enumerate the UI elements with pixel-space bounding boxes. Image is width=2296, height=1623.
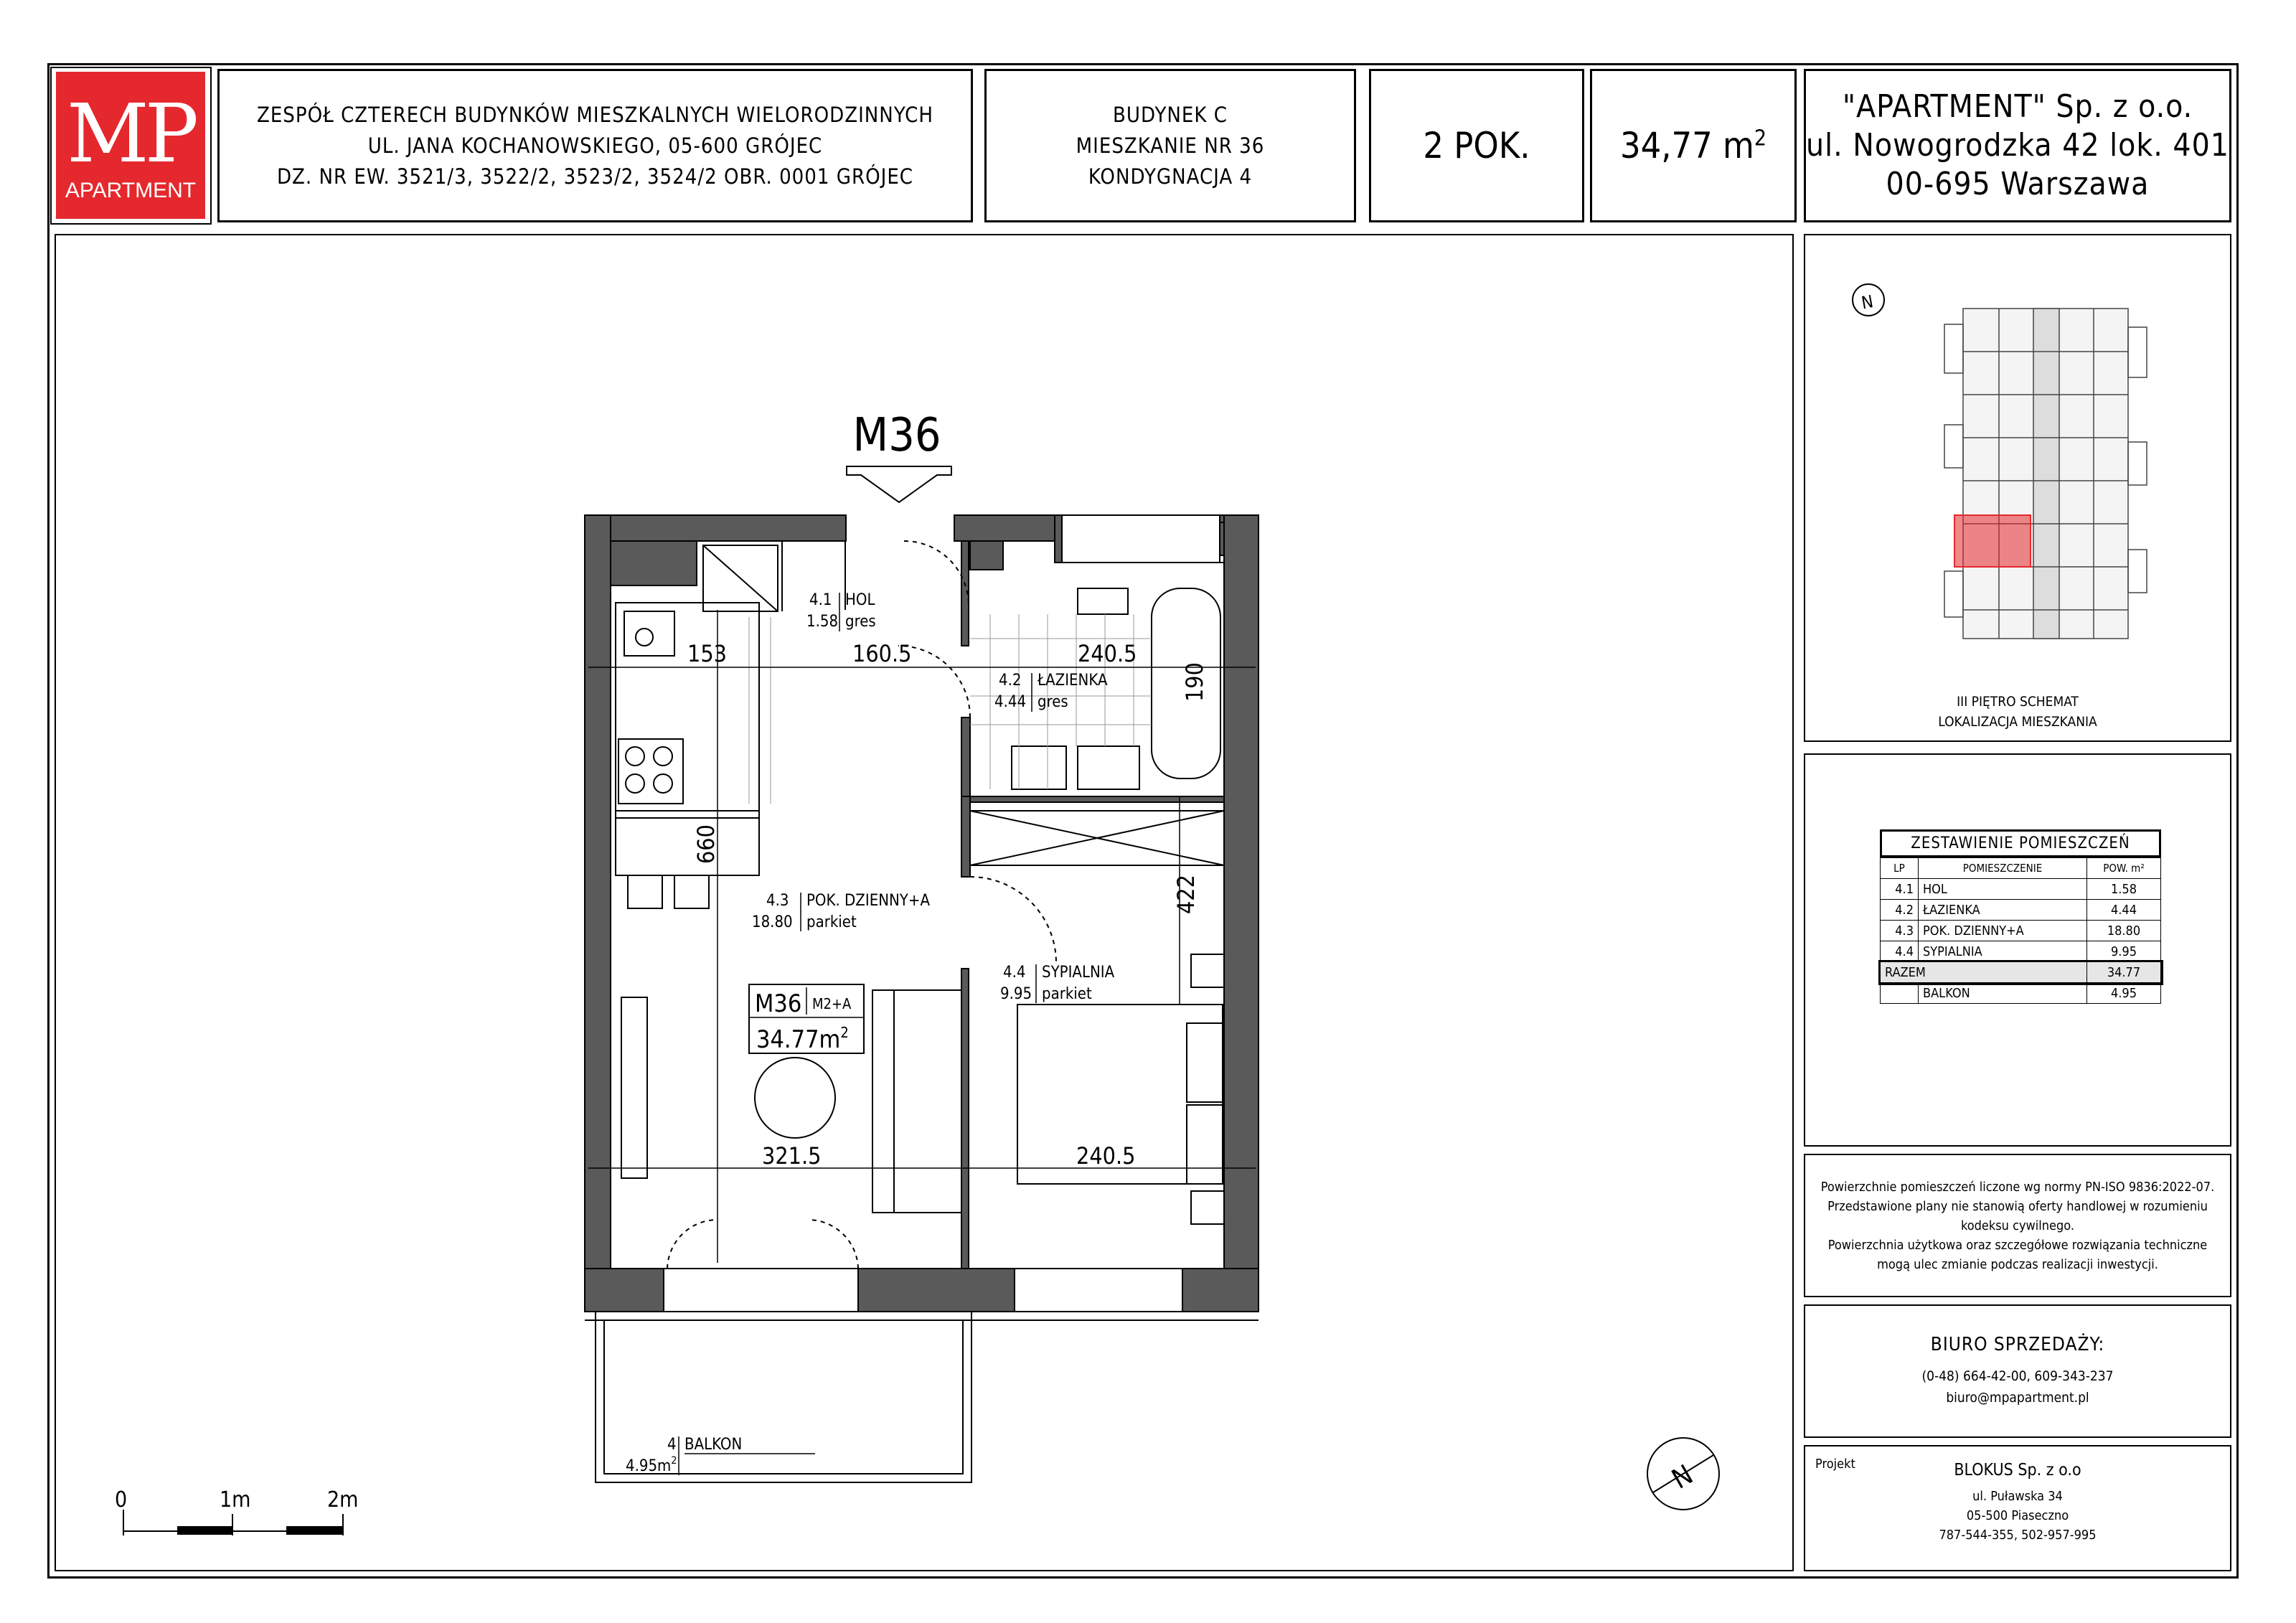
apartment-badge <box>749 984 864 1054</box>
schema-caption: III PIĘTRO SCHEMAT <box>1957 694 2079 710</box>
walls <box>585 515 1258 1312</box>
balcony-row: BALKON 4.95 <box>1881 983 2161 1004</box>
schema-caption: LOKALIZACJA MIESZKANIA <box>1938 714 2097 730</box>
north-icon <box>1853 284 1884 316</box>
room-number: 4.4 <box>1003 964 1026 982</box>
sales-email: biuro@mpapartment.pl <box>1946 1390 2089 1406</box>
entrance-arrow <box>847 466 951 502</box>
sales-title: BIURO SPRZEDAŻY: <box>1930 1334 2105 1355</box>
sales-phone: (0-48) 664-42-00, 609-343-237 <box>1921 1368 2114 1384</box>
room-floor: gres <box>845 613 876 631</box>
room-area: 9.95 <box>1000 985 1032 1003</box>
room-area: 4.44 <box>994 693 1027 711</box>
project-line: UL. JANA KOCHANOWSKIEGO, 05-600 GRÓJEC <box>367 133 823 158</box>
table-row: 4.2 ŁAZIENKA 4.44 <box>1881 900 2161 921</box>
note-line: Przedstawione plany nie stanowią oferty handlowej w rozumieniu <box>1827 1198 2208 1214</box>
room-count-value: 2 POK. <box>1423 125 1530 166</box>
table-row: 4.4 SYPIALNIA 9.95 <box>1881 941 2161 962</box>
dimension-label: 660 <box>692 824 720 864</box>
design-line: ul. Puławska 34 <box>1972 1489 2063 1504</box>
dimension-label: 321.5 <box>762 1142 822 1170</box>
scale-label: 2m <box>327 1487 359 1513</box>
apartment-highlight <box>1954 515 2031 567</box>
logo-letters: MP <box>66 87 195 181</box>
room-number: 4.1 <box>809 591 832 609</box>
building-line: BUDYNEK C <box>1112 102 1228 127</box>
building-line: KONDYGNACJA 4 <box>1088 164 1253 189</box>
dimension-label: 240.5 <box>1078 640 1137 667</box>
design-line: 05-500 Piaseczno <box>1966 1508 2069 1523</box>
balcony-area: $4.95m^2$ <box>626 1455 677 1475</box>
note-line: Powierzchnie pomieszczeń liczone wg normy PN-ISO 9836:2022-07. <box>1820 1179 2215 1195</box>
room-table <box>1880 829 2161 1004</box>
room-area: 1.58 <box>806 613 839 631</box>
room-table-grid: LP POMIESZCZENIE POW. m² 4.1 HOL 1.58 4.2 ŁAZIENKA 4.44 4.3 POK. DZIENNY+A 18.80 4.4 SYPIALNIA 9.95 RAZEM 34.77 BALKON 4.95 <box>1880 857 2161 1004</box>
badge-area: $34.77m^2$ <box>756 1024 849 1054</box>
scale-label: 0 <box>115 1487 128 1513</box>
room-floor: parkiet <box>1042 985 1092 1003</box>
north-arrow-icon <box>1647 1438 1719 1510</box>
design-line: 787-544-355, 502-957-995 <box>1939 1528 2097 1543</box>
scale-label: 1m <box>220 1487 251 1513</box>
total-area-value: 34,77 $m^2$ <box>1619 125 1766 166</box>
logo-text: APARTMENT <box>65 178 197 202</box>
balcony-name: BALKON <box>684 1436 743 1454</box>
project-line: DZ. NR EW. 3521/3, 3522/2, 3523/2, 3524/2 OBR. 0001 GRÓJEC <box>276 164 914 189</box>
dimension-label: 422 <box>1172 875 1200 914</box>
dimension-label: 153 <box>687 640 727 667</box>
dimension-label: 190 <box>1181 662 1208 702</box>
room-number: 4.3 <box>766 892 789 910</box>
badge-id: M36 <box>755 989 802 1018</box>
table-row: 4.3 POK. DZIENNY+A 18.80 <box>1881 921 2161 941</box>
disclaimer-panel <box>1804 1154 2231 1297</box>
table-row: 4.1 HOL 1.58 <box>1881 879 2161 900</box>
company-city: 00-695 Warszawa <box>1886 166 2150 202</box>
svg-text:N: N <box>1666 1458 1698 1495</box>
room-name: ŁAZIENKA <box>1038 672 1108 690</box>
scale-bar <box>123 1510 343 1535</box>
room-name: POK. DZIENNY+A <box>806 892 931 910</box>
room-number: 4.2 <box>999 672 1022 690</box>
room-name: SYPIALNIA <box>1042 964 1115 982</box>
balcony-number: 4 <box>667 1436 677 1454</box>
dimension-label: 240.5 <box>1076 1142 1136 1170</box>
svg-text:N: N <box>1860 291 1876 314</box>
room-name: HOL <box>845 591 875 609</box>
floor-schema <box>1804 234 2231 742</box>
note-line: kodeksu cywilnego. <box>1960 1218 2075 1233</box>
badge-type: M2+A <box>812 995 852 1012</box>
room-floor: gres <box>1038 693 1068 711</box>
dimension-label: 160.5 <box>852 640 912 667</box>
room-area: 18.80 <box>752 913 793 931</box>
building-line: MIESZKANIE NR 36 <box>1076 133 1265 158</box>
project-line: ZESPÓŁ CZTERECH BUDYNKÓW MIESZKALNYCH WIELORODZINNYCH <box>256 102 934 127</box>
company-street: ul. Nowogrodzka 42 lok. 401 <box>1806 127 2229 164</box>
room-table-title: ZESTAWIENIE POMIESZCZEŃ <box>1880 829 2161 857</box>
note-line: Powierzchnia użytkowa oraz szczegółowe rozwiązania techniczne <box>1827 1237 2208 1253</box>
sales-office-panel <box>1804 1304 2231 1438</box>
company-name: "APARTMENT" Sp. z o.o. <box>1842 88 2193 125</box>
note-line: mogą ulec zmianie podczas realizacji inwestycji. <box>1877 1256 2158 1272</box>
plan-title: M36 <box>852 409 941 462</box>
design-office-panel <box>1804 1445 2231 1571</box>
design-label: Projekt <box>1815 1457 1855 1472</box>
company-info <box>1804 69 2231 222</box>
design-company: BLOKUS Sp. z o.o <box>1954 1461 2081 1479</box>
room-floor: parkiet <box>806 913 857 931</box>
total-row: RAZEM 34.77 <box>1881 962 2161 983</box>
